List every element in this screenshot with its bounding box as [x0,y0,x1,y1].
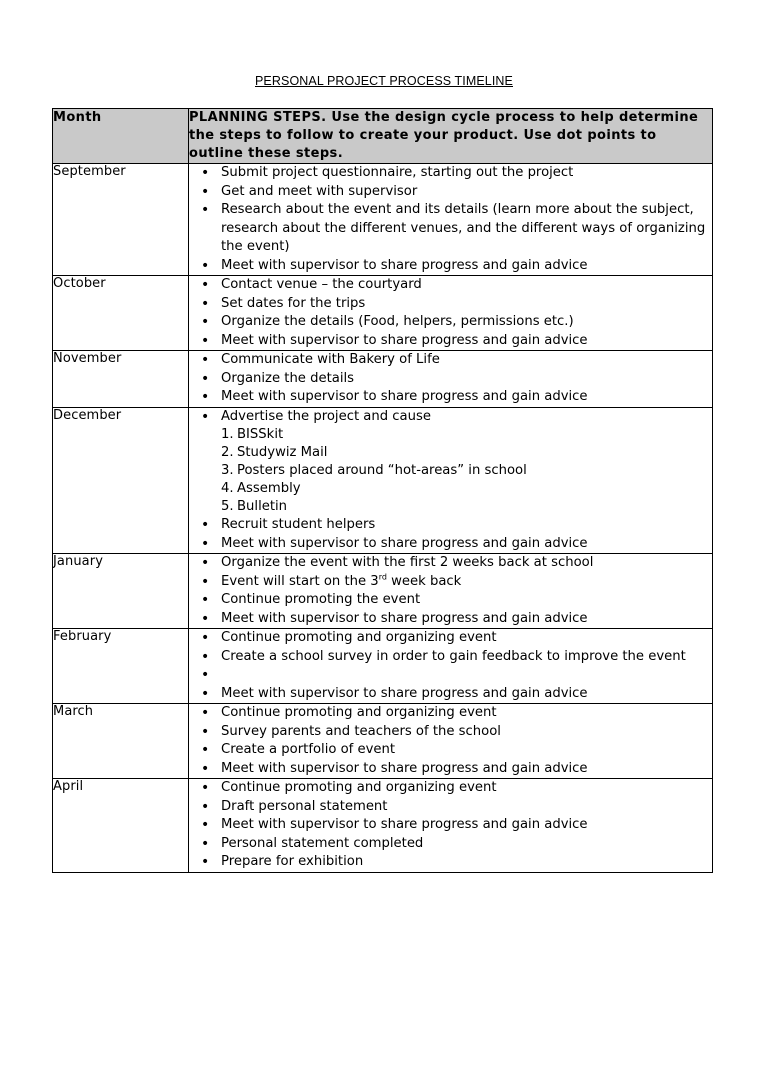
list-item: • Organize the details (Food, helpers, permissions etc.) [201,314,574,330]
bullet-list [189,351,712,407]
bullet-icon: • [201,165,210,181]
list-item: • Organize the event with the first 2 weeks back at school [201,555,594,571]
bullet-icon: • [201,742,210,758]
list-item: • Recruit student helpers [201,517,376,533]
timeline-table [52,108,713,873]
table-row [53,779,713,873]
list-item: • Survey parents and teachers of the school [201,723,501,740]
list-item: • Get and meet with supervisor [201,183,418,200]
list-item: • Continue promoting and organizing event [201,630,497,646]
list-item: • Continue promoting and organizing event [201,780,497,796]
steps-cell [189,779,713,873]
bullet-list [189,554,712,628]
bullet-icon: • [201,760,210,777]
steps-cell [189,276,713,351]
bullet-icon: • [201,685,210,702]
bullet-list [189,704,712,778]
list-item: • Set dates for the trips [201,295,366,312]
list-item: • Communicate with Bakery of Life [201,352,440,368]
bullet-icon: • [201,610,210,627]
bullet-icon: • [201,705,210,721]
bullet-list [189,164,712,275]
list-item: • Advertise the project and cause [201,408,431,425]
document-title: PERSONAL PROJECT PROCESS TIMELINE [255,74,513,88]
bullet-icon: • [201,202,210,218]
bullet-icon: • [201,314,210,330]
bullet-icon: • [201,630,210,646]
steps-cell [189,704,713,779]
month-cell: December [53,407,189,554]
list-item: • Meet with supervisor to share progress and gain advice [201,389,588,405]
bullet-icon: • [201,592,210,608]
bullet-icon: • [201,389,210,405]
bullet-list [189,629,712,703]
bullet-icon: • [201,817,210,833]
list-item: • Contact venue – the courtyard [201,277,422,293]
bullet-icon: • [201,370,210,387]
table-row [53,704,713,779]
bullet-icon: • [201,854,210,870]
list-item: • Create a school survey in order to gain feedback to improve the event [201,648,686,665]
list-item: • Meet with supervisor to share progress and gain advice [201,257,588,274]
numbered-item: 5. Bulletin [221,499,288,514]
steps-cell [189,407,713,554]
table-row [53,554,713,629]
bullet-icon: • [201,780,210,796]
table-row [53,629,713,704]
list-item: • Continue promoting the event [201,592,421,608]
bullet-list [189,408,712,427]
steps-cell [189,351,713,408]
list-item: • Event will start on the 3rd week back [201,572,462,590]
list-item: • Research about the event and its details (learn more about the subject, research about the different venues, and the different ways of organizing the event) [201,202,706,254]
list-item: • Meet with supervisor to share progress and gain advice [201,817,588,833]
month-cell: April [53,779,189,873]
list-item: • Submit project questionnaire, starting out the project [201,165,574,181]
numbered-item: 4. Assembly [221,481,301,496]
bullet-icon: • [201,573,210,590]
steps-cell [189,554,713,629]
list-item: • Prepare for exhibition [201,854,364,870]
steps-cell [189,629,713,704]
bullet-icon: • [201,183,210,200]
list-item: • Meet with supervisor to share progress and gain advice [201,610,588,627]
table-row [53,407,713,554]
month-cell: November [53,351,189,408]
bullet-icon: • [201,517,210,533]
bullet-icon: • [201,555,210,571]
bullet-icon: • [201,667,210,683]
steps-cell [189,164,713,276]
bullet-icon: • [201,723,210,740]
bullet-icon: • [201,798,210,815]
bullet-icon: • [201,277,210,293]
list-item: • Meet with supervisor to share progress and gain advice [201,332,588,349]
numbered-item: 3. Posters placed around “hot-areas” in school [221,463,527,478]
bullet-list [189,516,712,553]
numbered-item: 1. BISSkit [221,427,284,442]
list-item: • Meet with supervisor to share progress and gain advice [201,760,588,777]
table-row [53,164,713,276]
month-cell: January [53,554,189,629]
bullet-list [189,779,712,872]
bullet-icon: • [201,352,210,368]
table-header-row [53,109,713,164]
table-row [53,351,713,408]
month-cell: September [53,164,189,276]
list-item: • Organize the details [201,370,355,387]
list-item: • Continue promoting and organizing event [201,705,497,721]
bullet-icon: • [201,257,210,274]
bullet-icon: • [201,535,210,552]
list-item: • Meet with supervisor to share progress and gain advice [201,535,588,552]
month-column-header: Month [53,109,189,164]
planning-steps-column-header: PLANNING STEPS. Use the design cycle process to help determine the steps to follow to create your product. Use dot points to outline these steps. [189,109,713,164]
bullet-icon: • [201,295,210,312]
list-item: • Draft personal statement [201,798,388,815]
bullet-list [189,276,712,350]
list-item: • Create a portfolio of event [201,742,396,758]
list-item: • Personal statement completed [201,835,424,852]
bullet-icon: • [201,332,210,349]
bullet-icon: • [201,648,210,665]
list-item [189,666,712,685]
list-item: • Meet with supervisor to share progress and gain advice [201,685,588,702]
month-cell: February [53,629,189,704]
month-cell: October [53,276,189,351]
table-row [53,276,713,351]
bullet-icon: • [201,835,210,852]
numbered-list [189,426,712,516]
numbered-item: 2. Studywiz Mail [221,445,328,460]
bullet-icon: • [201,408,210,425]
month-cell: March [53,704,189,779]
